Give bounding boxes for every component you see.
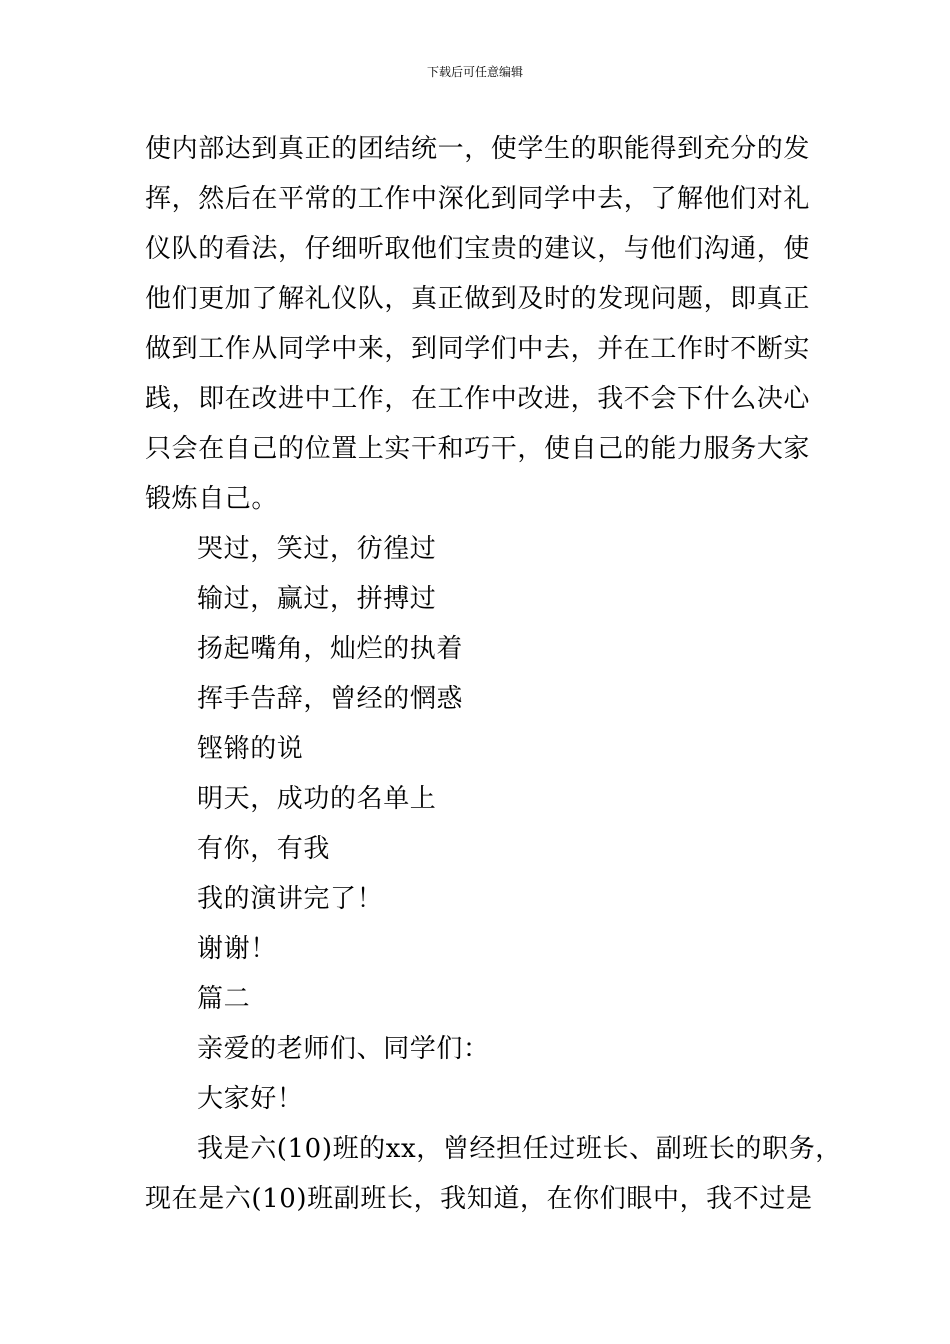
text-line: 我是六(10)班的xx，曾经担任过班长、副班长的职务， — [197, 1134, 842, 1164]
closing-line: 我的演讲完了！ — [197, 884, 384, 914]
poem-line: 明天，成功的名单上 — [197, 784, 437, 814]
greeting: 大家好！ — [197, 1084, 304, 1114]
document-body — [145, 124, 842, 1224]
section-heading: 篇二 — [197, 984, 251, 1014]
text-line: 锻炼自己。 — [145, 484, 279, 514]
poem-line: 有你，有我 — [197, 834, 331, 864]
text-line: 做到工作从同学中来，到同学们中去，并在工作时不断实 — [145, 334, 811, 364]
text-line: 使内部达到真正的团结统一，使学生的职能得到充分的发 — [145, 134, 811, 164]
thanks-line: 谢谢！ — [197, 934, 277, 964]
paragraph — [145, 1124, 842, 1224]
text-line: 践，即在改进中工作，在工作中改进，我不会下什么决心 — [145, 384, 811, 414]
text-line: 现在是六(10)班副班长，我知道，在你们眼中，我不过是 — [145, 1184, 813, 1214]
text-line: 他们更加了解礼仪队，真正做到及时的发现问题，即真正 — [145, 284, 811, 314]
text-line: 只会在自己的位置上实干和巧干，使自己的能力服务大家 — [145, 434, 811, 464]
paragraph — [145, 124, 835, 524]
salutation: 亲爱的老师们、同学们： — [197, 1034, 490, 1064]
text-line: 仪队的看法，仔细听取他们宝贵的建议，与他们沟通，使 — [145, 234, 811, 264]
poem-line: 挥手告辞，曾经的惘惑 — [197, 684, 464, 714]
poem-line: 扬起嘴角，灿烂的执着 — [197, 634, 464, 664]
page-header: 下载后可任意编辑 — [426, 65, 523, 79]
poem-line: 输过，赢过，拼搏过 — [197, 584, 437, 614]
poem-line: 哭过，笑过，彷徨过 — [197, 534, 437, 564]
text-line: 挥，然后在平常的工作中深化到同学中去，了解他们对礼 — [145, 184, 811, 214]
poem-line: 铿锵的说 — [197, 734, 304, 764]
